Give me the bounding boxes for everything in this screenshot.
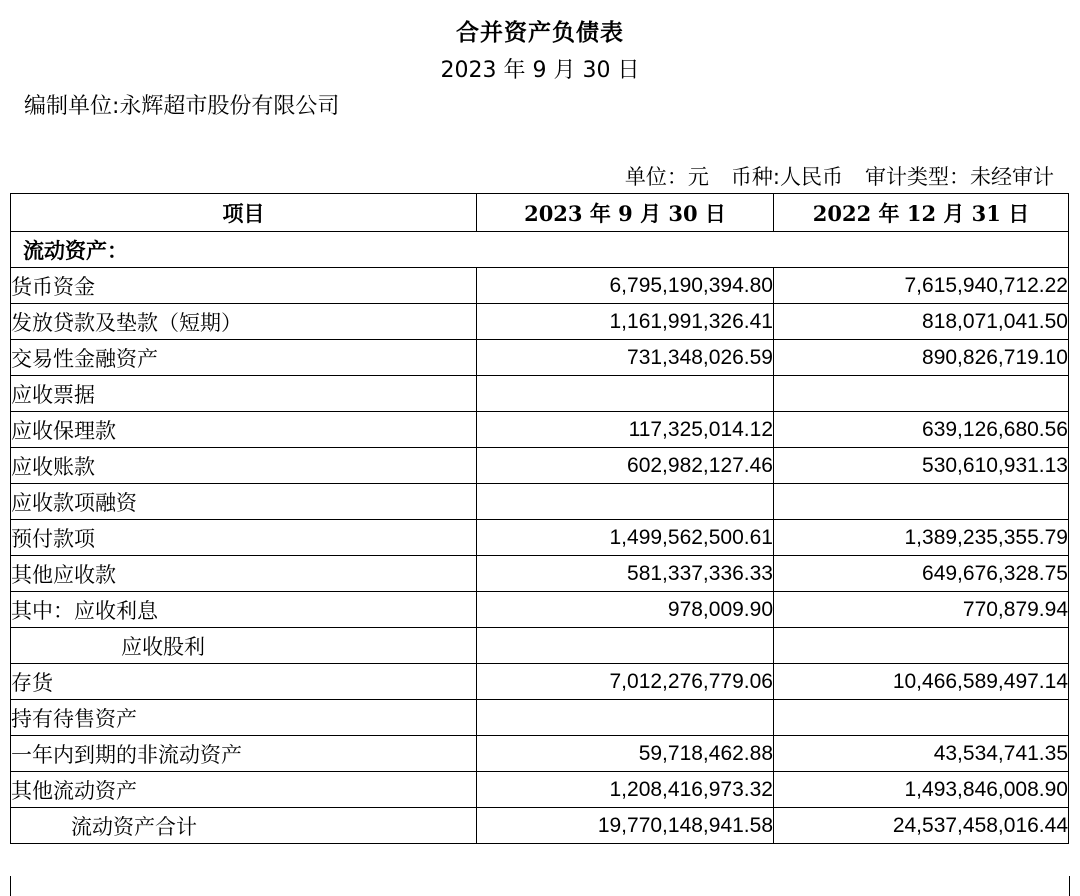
- report-title: 合并资产负债表: [456, 20, 624, 46]
- value-2023: [477, 376, 774, 412]
- value-2023: 581,337,336.33: [477, 556, 774, 592]
- value-2023: 19,770,148,941.58: [477, 808, 774, 844]
- column-header-item: 项目: [11, 194, 477, 232]
- table-row: [11, 628, 1069, 664]
- row-label: 预付款项: [11, 520, 477, 556]
- column-header-2022: 2022 年 12 月 31 日: [774, 194, 1069, 232]
- value-2023: 1,208,416,973.32: [477, 772, 774, 808]
- value-2022: 1,493,846,008.90: [774, 772, 1069, 808]
- table-row: [11, 592, 1069, 628]
- value-2022: 24,537,458,016.44: [774, 808, 1069, 844]
- value-2022: [774, 484, 1069, 520]
- value-2023: 117,325,014.12: [477, 412, 774, 448]
- section-title: 流动资产：: [11, 232, 1069, 268]
- table-row: [11, 304, 1069, 340]
- balance-sheet-table: [10, 193, 1069, 844]
- value-2022: 1,389,235,355.79: [774, 520, 1069, 556]
- row-label: 流动资产合计: [11, 808, 477, 844]
- currency-label: 币种:人民币: [730, 165, 843, 189]
- table-row: [11, 520, 1069, 556]
- row-label: 其他流动资产: [11, 772, 477, 808]
- value-2023: [477, 628, 774, 664]
- table-row-total: [11, 808, 1069, 844]
- value-2022: [774, 376, 1069, 412]
- value-2023: [477, 700, 774, 736]
- row-label: 交易性金融资产: [11, 340, 477, 376]
- table-row: [11, 556, 1069, 592]
- row-label: 存货: [11, 664, 477, 700]
- table-row: [11, 772, 1069, 808]
- value-2023: [477, 484, 774, 520]
- row-label: 应收款项融资: [11, 484, 477, 520]
- value-2022: [774, 700, 1069, 736]
- row-label: 应收票据: [11, 376, 477, 412]
- row-label: 一年内到期的非流动资产: [11, 736, 477, 772]
- row-label: 货币资金: [11, 268, 477, 304]
- table-row: [11, 376, 1069, 412]
- table-row: [11, 736, 1069, 772]
- unit-line: [603, 161, 1054, 191]
- table-row: [11, 664, 1069, 700]
- audit-type-label: 审计类型：未经审计: [865, 165, 1054, 189]
- value-2023: 731,348,026.59: [477, 340, 774, 376]
- row-label: 应收保理款: [11, 412, 477, 448]
- value-2023: 978,009.90: [477, 592, 774, 628]
- table-row: [11, 448, 1069, 484]
- row-label: 发放贷款及垫款（短期）: [11, 304, 477, 340]
- value-2023: 7,012,276,779.06: [477, 664, 774, 700]
- table-row: [11, 268, 1069, 304]
- value-2022: 10,466,589,497.14: [774, 664, 1069, 700]
- value-2022: 649,676,328.75: [774, 556, 1069, 592]
- value-2022: 818,071,041.50: [774, 304, 1069, 340]
- row-label: 持有待售资产: [11, 700, 477, 736]
- table-continuation: [10, 876, 1070, 896]
- row-label: 其中：应收利息: [11, 592, 477, 628]
- value-2023: 6,795,190,394.80: [477, 268, 774, 304]
- report-date: 2023 年 9 月 30 日: [440, 58, 640, 83]
- table-row: [11, 700, 1069, 736]
- row-label: 应收股利: [11, 628, 477, 664]
- value-2022: [774, 628, 1069, 664]
- unit-label: 单位：元: [624, 165, 709, 189]
- value-2023: 1,161,991,326.41: [477, 304, 774, 340]
- value-2023: 1,499,562,500.61: [477, 520, 774, 556]
- row-label: 应收账款: [11, 448, 477, 484]
- value-2022: 639,126,680.56: [774, 412, 1069, 448]
- row-label: 其他应收款: [11, 556, 477, 592]
- table-row: [11, 484, 1069, 520]
- value-2022: 890,826,719.10: [774, 340, 1069, 376]
- value-2022: 530,610,931.13: [774, 448, 1069, 484]
- column-header-2023: 2023 年 9 月 30 日: [477, 194, 774, 232]
- value-2023: 59,718,462.88: [477, 736, 774, 772]
- section-row: [11, 232, 1069, 268]
- value-2022: 43,534,741.35: [774, 736, 1069, 772]
- company-name: 编制单位:永辉超市股份有限公司: [24, 94, 340, 119]
- value-2022: 770,879.94: [774, 592, 1069, 628]
- table-row: [11, 340, 1069, 376]
- value-2023: 602,982,127.46: [477, 448, 774, 484]
- table-row: [11, 412, 1069, 448]
- value-2022: 7,615,940,712.22: [774, 268, 1069, 304]
- table-header-row: [11, 194, 1069, 232]
